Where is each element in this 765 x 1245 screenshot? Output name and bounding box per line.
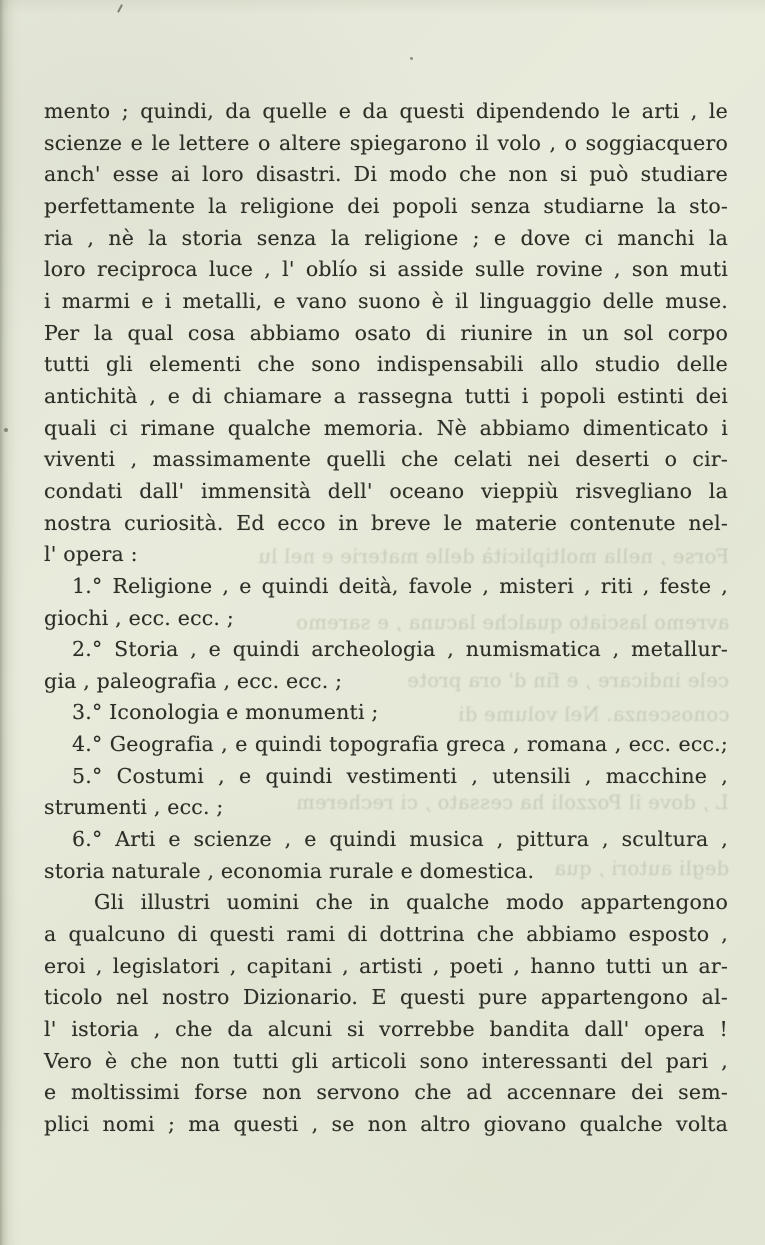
text-line: l' istoria , che da alcuni si vorrebbe bandita dall' opera !: [44, 1017, 728, 1042]
text-line: scienze e le lettere o altere spiegarono il volo , o soggiacquero: [44, 130, 728, 155]
text-line: 3.° Iconologia e monumenti ;: [72, 700, 379, 725]
text-block: [44, 96, 728, 1141]
bleedthrough-text: conoscenza. Nel volume di: [457, 703, 729, 726]
text-line: tutti gli elementi che sono indispensabili allo studio delle: [44, 352, 728, 377]
bleedthrough-text: L , dove il Pozzoli ha cessato , ci recherem: [296, 791, 729, 814]
text-line: Gli illustri uomini che in qualche modo appartengono: [94, 890, 728, 915]
text-line: storia naturale , economia rurale e domestica.: [44, 858, 535, 883]
text-line: strumenti , ecc. ;: [44, 795, 224, 820]
page-speck: [4, 428, 8, 432]
text-line: 5.° Costumi , e quindi vestimenti , utensili , macchine ,: [72, 763, 728, 788]
page-left-edge-shadow: [0, 0, 22, 1245]
text-line: Vero è che non tutti gli articoli sono interessanti del pari ,: [44, 1048, 728, 1073]
text-line: l' opera :: [44, 542, 138, 567]
text-line: i marmi e i metalli, e vano suono è il linguaggio delle muse.: [44, 288, 728, 313]
text-line: eroi , legislatori , capitani , artisti , poeti , hanno tutti un ar-: [44, 953, 728, 978]
bleedthrough-text: degli autori , qua: [553, 857, 729, 880]
text-line: giochi , ecc. ecc. ;: [44, 605, 234, 630]
text-line: ticolo nel nostro Dizionario. E questi pure appartengono al-: [44, 985, 728, 1010]
text-line: a qualcuno di questi rami di dottrina che abbiamo esposto ,: [44, 922, 728, 947]
bleedthrough-text: cele indicare , e fin d' ora prote: [407, 669, 729, 692]
page-speck: [117, 4, 123, 13]
page-top-shadow: [0, 0, 765, 14]
bleedthrough-text: avremo lasciato qualche lacuna , e saremo: [295, 611, 729, 634]
text-line: nostra curiosità. Ed ecco in breve le materie contenute nel-: [44, 510, 728, 535]
text-line: antichità , e di chiamare a rassegna tutti i popoli estinti dei: [44, 383, 728, 408]
text-line: gia , paleografia , ecc. ecc. ;: [44, 668, 343, 693]
text-line: perfettamente la religione dei popoli senza studiarne la sto-: [44, 193, 728, 218]
text-line: loro reciproca luce , l' oblío si asside sulle rovine , son muti: [44, 257, 728, 282]
page-speck: [410, 57, 413, 60]
text-line: e moltissimi forse non servono che ad accennare dei sem-: [44, 1080, 728, 1105]
text-line: Per la qual cosa abbiamo osato di riunire in un sol corpo: [44, 320, 728, 345]
bleedthrough-text: Forse , nella moltiplicità delle materie e nel lu: [257, 545, 729, 568]
text-line: anch' esse ai loro disastri. Di modo che non si può studiare: [44, 162, 728, 187]
text-line: 4.° Geografia , e quindi topografia greca , romana , ecc. ecc.;: [72, 732, 728, 757]
text-line: 2.° Storia , e quindi archeologia , numismatica , metallur-: [72, 637, 728, 662]
text-line: quali ci rimane qualche memoria. Nè abbiamo dimenticato i: [44, 415, 728, 440]
text-line: 6.° Arti e scienze , e quindi musica , pittura , scultura ,: [72, 827, 728, 852]
text-line: mento ; quindi, da quelle e da questi dipendendo le arti , le: [44, 99, 728, 123]
text-line: plici nomi ; ma questi , se non altro giovano qualche volta: [44, 1112, 728, 1136]
text-line: ria , nè la storia senza la religione ; e dove ci manchi la: [44, 225, 728, 250]
text-line: 1.° Religione , e quindi deità, favole , misteri , riti , feste ,: [72, 573, 728, 598]
text-line: viventi , massimamente quelli che celati nei deserti o cir-: [44, 447, 728, 472]
text-line: condati dall' immensità dell' oceano vieppiù risvegliano la: [44, 478, 728, 503]
